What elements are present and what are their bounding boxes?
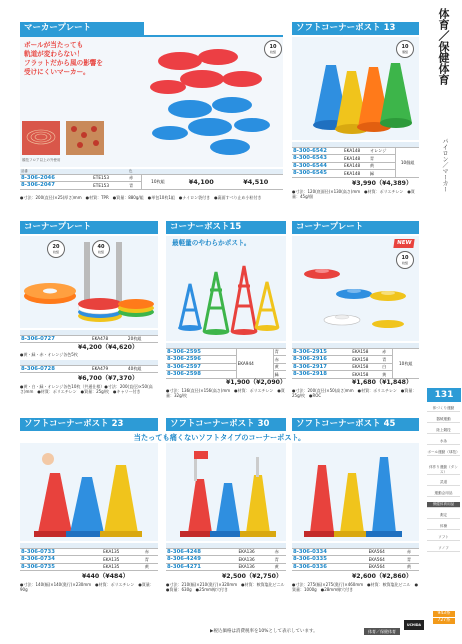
soft-cone-30-table <box>166 543 286 571</box>
side-tab[interactable]: 体作り運動（ダンス） <box>427 465 460 475</box>
table-row <box>166 563 286 571</box>
model: EKA136 <box>237 556 273 564</box>
model: EKA158 <box>351 371 381 379</box>
side-tab[interactable]: ソフト <box>427 535 460 541</box>
set-size: 10個組 <box>396 147 419 177</box>
side-tab[interactable]: 体操 <box>427 524 460 530</box>
price-incl: ¥4,510 <box>229 174 283 189</box>
color: 青 <box>274 556 286 564</box>
corner-plate-new-table <box>292 343 419 379</box>
corner-plate-price-2: ¥6,700（¥7,370） <box>78 375 139 382</box>
catch-line: ボールが当たっても <box>24 41 84 49</box>
soft-cone-23-photo <box>20 443 158 541</box>
marker-plate-spec: ●寸法：200(直径)×25(厚さ)mm ●材質：TPR ●質量：880g/組 ●単包10枚1組 ●ナイロン袋付き ●裏面すべり止め小粒付き <box>20 195 262 200</box>
soft-cone-23-price: ¥440（¥484） <box>82 573 129 580</box>
corner-plate-note-1: ●黄・緑・赤・オレンジ各色5枚 <box>20 352 78 357</box>
corner-plate-illustration <box>20 236 158 328</box>
side-tab[interactable]: 陸上競技 <box>427 428 460 434</box>
color: 黄 <box>369 162 396 170</box>
model: EKA158 <box>351 356 381 364</box>
side-tab[interactable]: ボール運動（球技） <box>427 450 460 454</box>
model: EKA148 <box>343 147 369 155</box>
corner-post-15-spec: ●寸法：136(直径)×156(高さ)mm ●材質：ポリエチレン ●質量：32g/枚 <box>166 388 285 399</box>
corner-post-15-illustration <box>166 236 286 341</box>
color: 黄 <box>406 563 419 571</box>
model: EKA944 <box>236 348 273 378</box>
color: 赤 <box>406 548 419 556</box>
color: 赤 <box>381 348 392 356</box>
color: 青 <box>369 155 396 163</box>
product-code: 8-300-6542 <box>292 147 343 155</box>
product-code: 8-306-2598 <box>166 371 236 379</box>
corner-plate-table-2 <box>20 360 158 373</box>
product-code: 8-306-0733 <box>20 548 102 556</box>
qty-badge: 20 枚組 <box>47 240 65 258</box>
corner-plate-price-1: ¥4,200（¥4,620） <box>78 344 139 351</box>
table-row <box>292 348 419 356</box>
model: EKA564 <box>368 563 406 571</box>
table-row <box>166 548 286 556</box>
catch-line: 軌道が変わらない！ <box>24 50 84 58</box>
color: 赤 <box>128 174 141 182</box>
table-row <box>292 563 419 571</box>
table-row <box>166 556 286 564</box>
soft-cone-23-table <box>20 543 158 571</box>
soft-cone-30-photo <box>166 443 286 541</box>
price-excl: ¥4,100 <box>174 174 228 189</box>
model: EKA564 <box>368 556 406 564</box>
product-code: 8-306-2918 <box>292 371 351 379</box>
section-title-soft-cone-23: ソフトコーナーポスト 23 <box>20 418 158 431</box>
model: EKA479 <box>91 365 127 373</box>
color: 青 <box>406 556 419 564</box>
color: 黄 <box>273 363 286 371</box>
product-code: 8-306-2046 <box>20 174 92 182</box>
color: 赤 <box>144 548 158 556</box>
color: 青 <box>381 356 392 364</box>
corner-post-15-table <box>166 343 286 379</box>
model: EKA478 <box>91 335 127 343</box>
color: 赤 <box>274 548 286 556</box>
color: 緑 <box>369 170 396 178</box>
product-code: 8-306-2917 <box>292 363 351 371</box>
soft-cone-23-spec: ●寸法：140(幅)×140(奥行)×230mm ●材質：ポリエチレン ●質量：90g <box>20 582 154 593</box>
corner-plate-table-1 <box>20 330 158 343</box>
product-code: 8-300-6544 <box>292 162 343 170</box>
section-title-corner-plate: コーナープレート <box>20 221 158 234</box>
product-code: 8-306-2047 <box>20 182 92 190</box>
catalog-number-2: 727系 <box>433 618 455 624</box>
color: 黄 <box>381 371 392 379</box>
model: EKA158 <box>351 363 381 371</box>
soft-cone-13-price: ¥3,990（¥4,389） <box>352 180 413 187</box>
model: EKA148 <box>343 170 369 178</box>
new-label: NEW <box>393 239 415 248</box>
model: ETE153 <box>92 174 128 182</box>
set-size: 20枚組 <box>127 335 158 343</box>
section-title-corner-post-15: コーナーポスト15 <box>166 221 286 234</box>
qty-badge: 10 個組 <box>396 40 414 58</box>
color: 青 <box>144 556 158 564</box>
color: 黄 <box>274 563 286 571</box>
corner-plate-new-spec: ●寸法：200(直径)×50(高さ)mm ●材質：ポリエチレン ●質量：25g/枚 ●ROC <box>292 388 417 399</box>
soft-cone-45-illustration <box>292 443 419 541</box>
side-tab[interactable]: 水泳 <box>427 439 460 445</box>
section-title-soft-cone-45: ソフトコーナーポスト 45 <box>292 418 419 431</box>
product-code: 8-306-0728 <box>20 365 91 373</box>
page-number-badge: 131 <box>427 388 461 402</box>
product-code: 8-306-0735 <box>20 563 102 571</box>
model: EKA158 <box>351 348 381 356</box>
soft-cone-30-illustration <box>166 443 286 541</box>
product-code: 8-306-4249 <box>166 556 237 564</box>
side-tab[interactable]: 保健体育用品 <box>427 502 460 508</box>
table-row <box>292 556 419 564</box>
product-code: 8-300-6545 <box>292 170 343 178</box>
marker-plate-table <box>20 169 283 190</box>
marker-plate-catch <box>24 41 144 77</box>
color: 緑 <box>273 371 286 379</box>
side-tab[interactable]: 運動会用品 <box>427 491 460 497</box>
soft-cone-13-spec: ●寸法：120(底面径)×130(高さ)mm ●材質：ポリエチレン ●質量：45g/個 <box>292 189 415 200</box>
qty-badge: 10 枚組 <box>264 40 282 58</box>
photo-caption: 競技フロア以上の外使用 <box>22 158 61 162</box>
side-tab[interactable]: 武道 <box>427 480 460 486</box>
model: EKA564 <box>368 548 406 556</box>
product-code: 8-306-4248 <box>166 548 237 556</box>
table-row <box>20 365 158 373</box>
model: EKA148 <box>343 162 369 170</box>
section-title-soft-cone-30: ソフトコーナーポスト 30 <box>166 418 286 431</box>
model: EKA136 <box>237 563 273 571</box>
section-title-marker-plate: マーカープレート <box>20 22 144 35</box>
corner-post-15-photo <box>166 236 286 341</box>
model: EKA135 <box>102 556 144 564</box>
catalog-number-1: 943系 <box>433 611 455 617</box>
table-row <box>166 348 286 356</box>
color: オレンジ <box>369 147 396 155</box>
product-code: 8-306-2596 <box>166 356 236 364</box>
model: EKA135 <box>102 563 144 571</box>
set-size: 10枚組 <box>392 348 419 378</box>
corner-plate-photo <box>20 236 158 328</box>
color: 青 <box>273 348 286 356</box>
product-code: 8-306-0727 <box>20 335 91 343</box>
product-code: 8-306-4271 <box>166 563 237 571</box>
side-tab[interactable]: 測定 <box>427 513 460 519</box>
soft-cones-banner: 当たっても痛くないソフトタイプのコーナーポスト。 <box>133 433 306 442</box>
model: ETE153 <box>92 182 128 190</box>
uchida-logo: UCHIDA <box>404 620 424 630</box>
color: 白 <box>381 363 392 371</box>
product-code: 8-306-0335 <box>292 556 368 564</box>
soft-cone-45-photo <box>292 443 419 541</box>
corner-plate-spec: ●黄・白・緑・オレンジ各色10枚（共通仕様）●寸法：200(直径)×50(高さ)mm ●材質：ポリエチレン ●質量：25g/枚 ●キャリー付き <box>20 384 153 395</box>
qty-badge: 40 枚組 <box>92 240 110 258</box>
product-code: 8-306-2595 <box>166 348 236 356</box>
side-tab[interactable]: 体づくり運動 <box>427 406 460 412</box>
th: 色 <box>128 169 141 174</box>
set-size: 10枚組 <box>141 174 174 189</box>
corner-post-15-price: ¥1,900（¥2,090） <box>226 379 287 386</box>
product-code: 8-306-2915 <box>292 348 351 356</box>
model: EKA148 <box>343 155 369 163</box>
product-code: 8-306-0334 <box>292 548 368 556</box>
soft-cone-30-spec: ●寸法：210(幅)×210(奥行)×320mm ●材質：軟質塩化ビニル ●質量：630g ●25mm線穴付き <box>166 582 289 593</box>
side-tab[interactable]: 器械運動 <box>427 417 460 423</box>
table-row <box>20 556 158 564</box>
side-title: 体育／保健体育 <box>437 8 450 85</box>
corner-post-15-catch: 最軽量のやわらかポスト。 <box>172 239 251 247</box>
color: 赤 <box>273 356 286 364</box>
soft-cone-45-price: ¥2,600（¥2,860） <box>352 573 413 580</box>
product-code: 8-306-2916 <box>292 356 351 364</box>
table-row <box>292 548 419 556</box>
th: 品番 <box>20 169 92 174</box>
soft-cone-13-table <box>292 142 419 178</box>
footer-category: 体育／保健体育 <box>364 628 400 635</box>
table-row <box>20 174 283 182</box>
soft-cone-30-price: ¥2,500（¥2,750） <box>222 573 283 580</box>
product-code: 8-306-0734 <box>20 556 102 564</box>
soft-cone-45-table <box>292 543 419 571</box>
side-tab[interactable]: ソノフ <box>427 546 460 552</box>
product-code: 8-300-6543 <box>292 155 343 163</box>
color: 青 <box>128 182 141 190</box>
soft-cone-45-spec: ●寸法：275(幅)×275(奥行)×460mm ●材質：軟質塩化ビニル ●質量：1000g ●28mm線穴付き <box>292 582 419 593</box>
soft-cone-23-illustration <box>20 443 158 541</box>
marker-plate-photo <box>20 37 283 167</box>
product-code: 8-306-2597 <box>166 363 236 371</box>
section-title-soft-cone-13: ソフトコーナーポスト 13 <box>292 22 419 35</box>
side-subtitle: パイロン／マーカー <box>441 138 448 192</box>
table-row <box>20 548 158 556</box>
table-row <box>20 563 158 571</box>
table-row <box>292 147 419 155</box>
catch-line: フラットだから風の影響を <box>24 59 103 67</box>
catch-line: 受けにくいマーカー。 <box>24 68 90 76</box>
color: 黄 <box>144 563 158 571</box>
table-row <box>20 335 158 343</box>
corner-plate-new-price: ¥1,680（¥1,848） <box>352 379 413 386</box>
qty-badge: 10 枚組 <box>396 251 414 269</box>
model: EKA135 <box>102 548 144 556</box>
product-code: 8-306-0336 <box>292 563 368 571</box>
section-title-corner-plate-new: コーナープレート <box>292 221 419 234</box>
tax-note: ▶税込価格は消費税率を10%として表示しています。 <box>210 629 318 634</box>
model: EKA136 <box>237 548 273 556</box>
set-size: 40枚組 <box>127 365 158 373</box>
